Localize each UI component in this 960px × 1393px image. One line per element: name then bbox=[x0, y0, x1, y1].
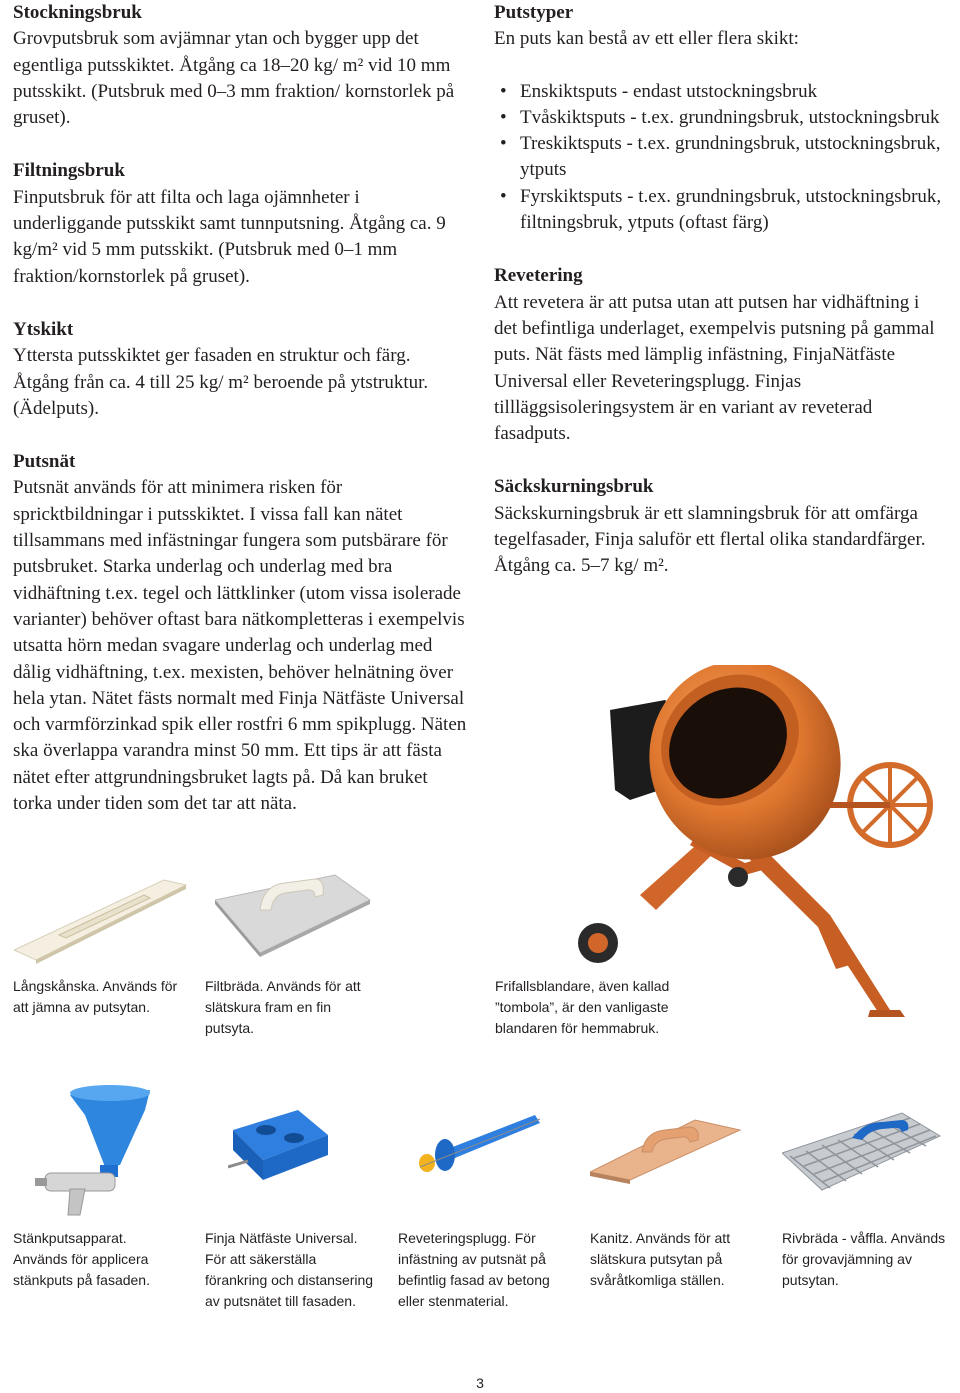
section-title: Ytskikt bbox=[13, 318, 74, 340]
caption-filtbrada: Filtbräda. Används för att slätskura fram en fin putsyta. bbox=[205, 978, 361, 1036]
section-intro: En puts kan bestå av ett eller flera skikt: bbox=[494, 28, 799, 50]
section-revetering bbox=[494, 263, 946, 447]
rivbrada-image bbox=[782, 1108, 942, 1198]
bullet-icon: • bbox=[500, 185, 507, 207]
filtbrada-image bbox=[215, 865, 375, 960]
list-item-text: Enskiktsputs - endast utstockningsbruk bbox=[520, 80, 818, 102]
caption-blandare: Frifallsblandare, även kallad ”tombola”, är den vanligaste blandaren för hemmabruk. bbox=[495, 978, 670, 1036]
caption-natfaste: Finja Nätfäste Universal. För att säkerställa förankring och distansering av putsnätet till fasaden. bbox=[205, 1230, 374, 1309]
caption-rivbrada: Rivbräda - våffla. Används för grovavjämning av putsytan. bbox=[782, 1230, 946, 1288]
section-filtningsbruk bbox=[13, 158, 468, 289]
natfaste-image bbox=[228, 1105, 338, 1190]
list-item bbox=[494, 79, 946, 105]
list-item bbox=[494, 105, 946, 131]
right-column bbox=[494, 0, 946, 607]
section-sackskurningsbruk bbox=[494, 474, 946, 579]
section-title: Putsnät bbox=[13, 451, 76, 473]
langskanska-image bbox=[14, 875, 189, 965]
bullet-icon: • bbox=[500, 80, 507, 102]
section-title: Revetering bbox=[494, 265, 583, 287]
page-number: 3 bbox=[476, 1375, 484, 1391]
list-item bbox=[494, 184, 946, 237]
section-title: Filtningsbruk bbox=[13, 160, 125, 182]
bullet-list bbox=[494, 79, 946, 237]
section-putstyper bbox=[494, 0, 946, 236]
section-body: Grovputsbruk som avjämnar ytan och bygger upp det egentliga putsskiktet. Åtgång ca 18–20 kg/ m² vid 10 mm putsskikt. (Putsbruk med 0–3 mm fraktion/ kornstorlek på gruset). bbox=[13, 28, 455, 129]
left-column bbox=[13, 0, 468, 844]
caption-kanitz: Kanitz. Används för att slätskura putsytan på svåråtkomliga ställen. bbox=[590, 1230, 731, 1288]
section-title: Stockningsbruk bbox=[13, 2, 142, 23]
list-item bbox=[494, 131, 946, 184]
list-item-text: Treskiktsputs - t.ex. grundningsbruk, utstockningsbruk, ytputs bbox=[520, 133, 941, 181]
bullet-icon: • bbox=[500, 133, 507, 155]
kanitz-image bbox=[590, 1110, 745, 1185]
caption-stankputs: Stänkputsapparat. Används för applicera stänkputs på fasaden. bbox=[13, 1230, 150, 1288]
section-title: Säckskurningsbruk bbox=[494, 476, 654, 498]
section-body: Säckskurningsbruk är ett slamningsbruk för att omfärga tegelfasader, Finja saluför ett flertal olika standardfärger. Åtgång ca. 5–7 kg/ m². bbox=[494, 502, 926, 577]
section-stockningsbruk bbox=[13, 0, 468, 131]
reveteringsplugg-image bbox=[415, 1105, 545, 1180]
stankputs-image bbox=[30, 1085, 160, 1225]
section-body: Finputsbruk för att filta och laga ojämnheter i underliggande putsskikt samt tunnputsning. Åtgång ca. 9 kg/m² vid 5 mm putsskikt. (Putsbruk med 0–1 mm fraktion/kornstorlek på gruset). bbox=[13, 186, 446, 287]
bullet-icon: • bbox=[500, 106, 507, 128]
section-body: Att revetera är att putsa utan att putsen har vidhäftning i det befintliga underlaget, exempelvis putsning på gammal puts. Nät fästs med lämplig infästning, FinjaNätfäste Universal eller Reveteringsplugg. Finjas tillläggsisoleringsystem är en variant av reveterad fasadputs. bbox=[494, 291, 935, 445]
section-ytskikt bbox=[13, 317, 468, 422]
caption-langskanska: Långskånska. Används för att jämna av putsytan. bbox=[13, 978, 178, 1015]
list-item-text: Fyrskiktsputs - t.ex. grundningsbruk, utstockningsbruk, filtningsbruk, ytputs (oftast färg) bbox=[520, 185, 942, 234]
section-body: Putsnät används för att minimera risken för spricktbildningar i putsskiktet. I vissa fall kan nätet tillsammans med infästningar fungera som putsbärare för putsbruket. Starka underlag och underlag med bra vidhäftning t.ex. tegel och lättklinker (utom vissa isolerade varianter) behöver oftast bara nätkompletteras i exempelvis utsatta hörn medan svagare underlag och underlag med dålig vidhäftning, t.ex. mexisten, behöver helnätning över hela ytan. Nätet fästs normalt med Finja Nätfäste Universal och varmförzinkad spik eller rostfri 6 mm spikplugg. Näten ska överlappa varandra minst 50 mm. Ett tips är att fästa nätet efter attgrundningsbruket lagts på. Då kan bruket torka under tiden som det tar att näta. bbox=[13, 477, 467, 815]
section-body: Yttersta putsskiktet ger fasaden en struktur och färg. Åtgång från ca. 4 till 25 kg/ m² beroende på ytstruktur. (Ädelputs). bbox=[13, 345, 429, 419]
list-item-text: Tvåskiktsputs - t.ex. grundningsbruk, utstockningsbruk bbox=[520, 106, 940, 128]
section-title: Putstyper bbox=[494, 2, 574, 23]
caption-plugg: Reveteringsplugg. För infästning av putsnät på befintlig fasad av betong eller stenmaterial. bbox=[398, 1230, 550, 1309]
section-putsnat bbox=[13, 449, 468, 817]
